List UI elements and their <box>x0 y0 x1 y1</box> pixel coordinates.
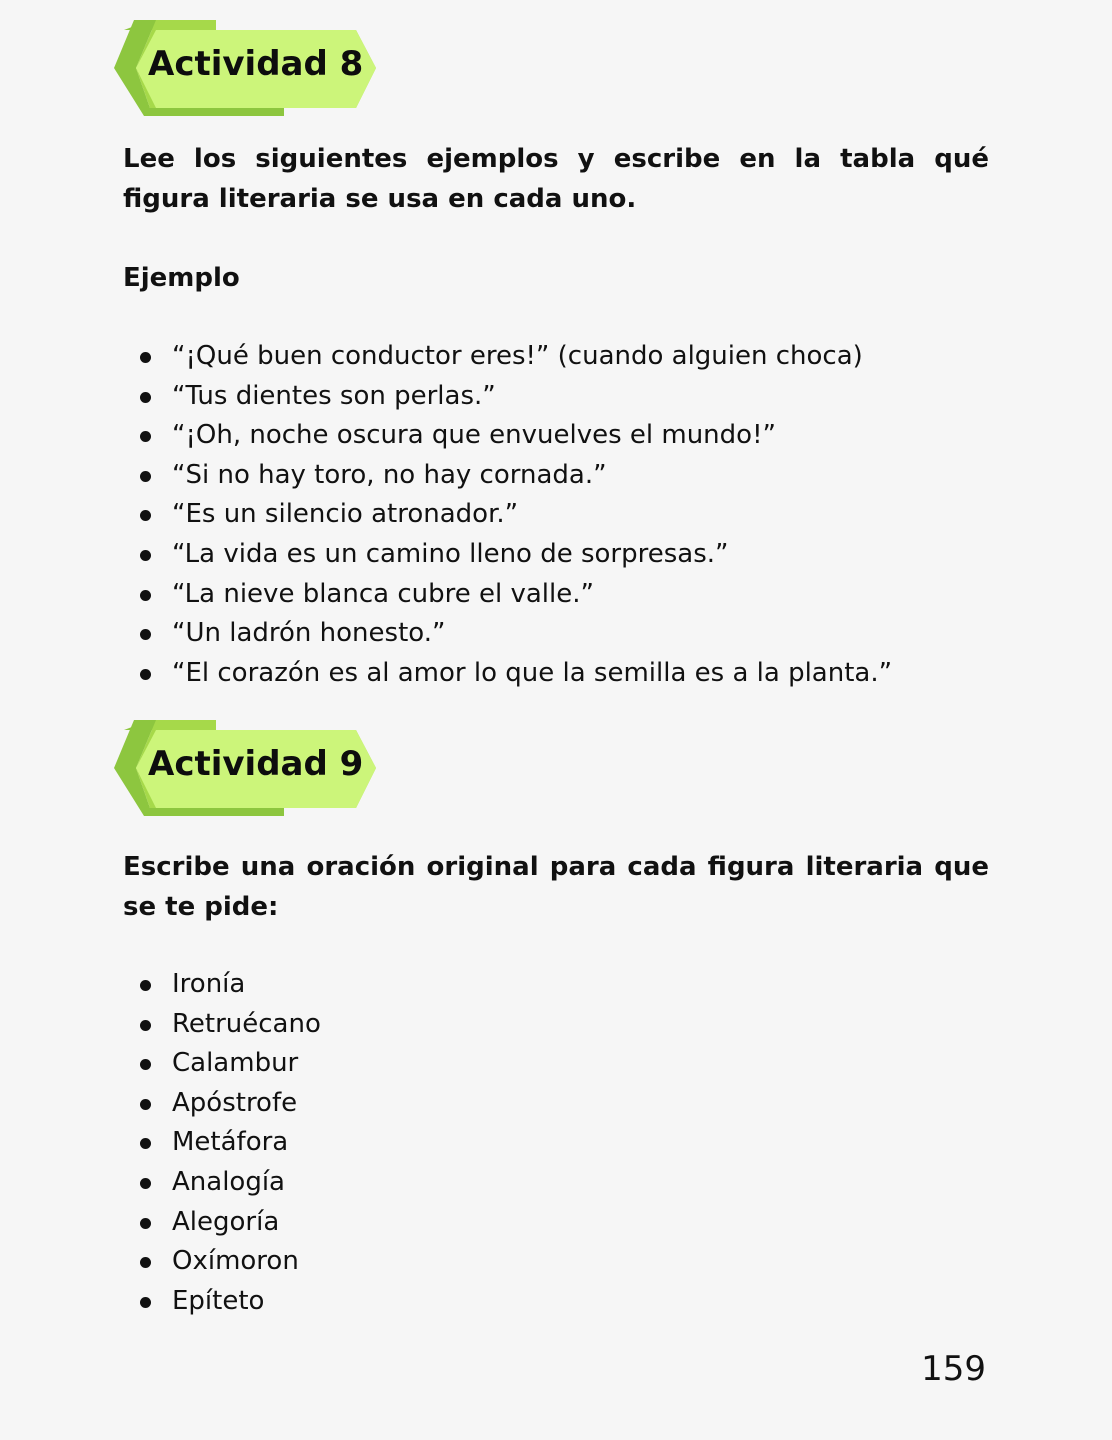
activity-8-badge <box>112 18 378 118</box>
activity-9-instruction: Escribe una oración original para cada figura literaria que se te pide: <box>123 852 989 922</box>
list-item: “¡Qué buen conductor eres!” (cuando alguien choca) <box>123 337 892 377</box>
page-number: 159 <box>921 1349 986 1389</box>
list-item: Ironía <box>123 965 321 1005</box>
list-item: “La nieve blanca cubre el valle.” <box>123 575 892 615</box>
activity-8-instruction: Lee los siguientes ejemplos y escribe en la tabla qué figura literaria se usa en cada uno. <box>123 144 989 214</box>
list-item: Alegoría <box>123 1203 321 1243</box>
list-item: “Es un silencio atronador.” <box>123 495 892 535</box>
list-item: “Tus dientes son perlas.” <box>123 377 892 417</box>
activity-9-badge <box>112 718 378 818</box>
activity-8-example-list <box>123 337 892 693</box>
list-item: Oxímoron <box>123 1242 321 1282</box>
list-item: “El corazón es al amor lo que la semilla es a la planta.” <box>123 654 892 694</box>
list-item: “¡Oh, noche oscura que envuelves el mundo!” <box>123 416 892 456</box>
list-item: Epíteto <box>123 1282 321 1322</box>
list-item: Calambur <box>123 1044 321 1084</box>
activity-9-title: Actividad 9 <box>148 744 364 784</box>
list-item: “Un ladrón honesto.” <box>123 614 892 654</box>
example-heading: Ejemplo <box>123 263 240 293</box>
list-item: Analogía <box>123 1163 321 1203</box>
list-item: Metáfora <box>123 1123 321 1163</box>
list-item: “Si no hay toro, no hay cornada.” <box>123 456 892 496</box>
list-item: Retruécano <box>123 1005 321 1045</box>
activity-9-figure-list <box>123 965 321 1321</box>
list-item: “La vida es un camino lleno de sorpresas.” <box>123 535 892 575</box>
list-item: Apóstrofe <box>123 1084 321 1124</box>
activity-8-title: Actividad 8 <box>148 44 364 84</box>
